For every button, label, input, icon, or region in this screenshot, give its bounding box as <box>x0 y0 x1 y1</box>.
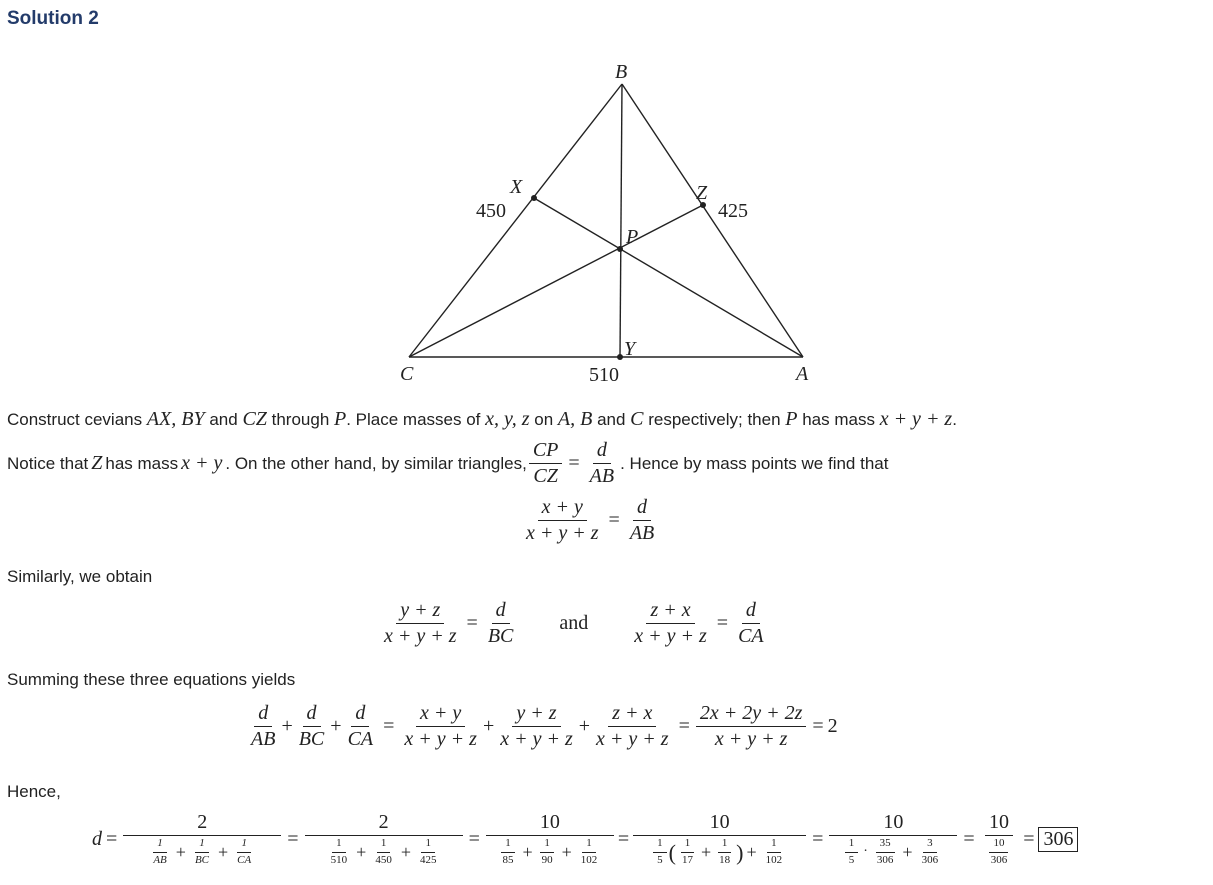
fraction-d-ab: $\frac{d}{AB}$ <box>589 439 615 487</box>
text-summing: Summing these three equations yields <box>7 670 296 689</box>
equation-sum: $\frac{d}{AB}$ + $\frac{d}{BC}$ + $\frac{d}{CA}$ = $\frac{x + y}{x + y + z}$ + $\frac{y + z}{x + y + z}$ + $\frac{z + x}{x + y + z}$ = $\frac{2x + 2y + 2z}{x + y + z}$ = 2 <box>251 702 838 750</box>
cevian-triangle-diagram <box>380 55 840 390</box>
equation-final: d = 2 $\frac{1}{AB}$ + $\frac{1}{BC}$ + $\frac{1}{CA}$ = 2 $\frac{1}{510}$ + $\frac{1}{450}$ + $\frac{1}{425}$ = 10 $\frac{1}{85}$ + $\frac{1}{90}$ + $\frac{1}{102}$ = 10 $\frac{1}{5}$ ( $\frac{1}{17}$ + $\frac{1}{18}$ ) + $\frac{1}{102}$ = 10 $\frac{1}{5}$ · $\frac{35}{306}$ + $\frac{3}{306}$ = $\frac{10}{\frac{10}{306}}$ = 306 <box>92 812 1078 866</box>
label-b: B <box>615 61 628 83</box>
fraction-cp-cz: $\frac{CP}{CZ}$ <box>529 440 563 487</box>
point-x <box>531 195 537 201</box>
text-similarly: Similarly, we obtain <box>7 567 153 586</box>
length-510: 510 <box>589 364 619 386</box>
text-hence: Hence, <box>7 782 61 801</box>
cevian-cz <box>409 205 703 357</box>
final-answer-box: 306 <box>1038 827 1078 852</box>
equation-yz-zx: $\frac{y + z}{x + y + z}$ = $\frac{d}{BC}$ and $\frac{z + x}{x + y + z}$ = $\frac{d}{CA}$ <box>384 599 764 647</box>
length-450: 450 <box>476 200 506 222</box>
label-y: Y <box>624 338 636 360</box>
solution-heading: Solution 2 <box>7 8 99 29</box>
point-p <box>617 246 623 252</box>
side-cb <box>409 84 622 357</box>
side-ba <box>622 84 803 357</box>
label-p: P <box>626 226 639 248</box>
length-425: 425 <box>718 200 748 222</box>
label-x: X <box>510 176 523 198</box>
paragraph-cevians: Construct cevians AX, BY and CZ through P. Place masses of x, y, z on A, B and C respectively; then P has mass x + y + z. <box>7 408 957 430</box>
cevian-ax <box>534 198 803 357</box>
equation-xy: $\frac{x + y}{x + y + z}$ = $\frac{d}{AB}$ <box>526 496 655 544</box>
label-z: Z <box>696 182 708 204</box>
paragraph-similar-triangles: Notice that Z has mass x + y . On the other hand, by similar triangles, $\frac{CP}{CZ}$ = $\frac{d}{AB}$ . Hence by mass points we find that <box>7 439 889 487</box>
label-a: A <box>796 363 809 385</box>
cevian-by <box>620 84 622 357</box>
point-y <box>617 354 623 360</box>
label-c: C <box>400 363 414 385</box>
